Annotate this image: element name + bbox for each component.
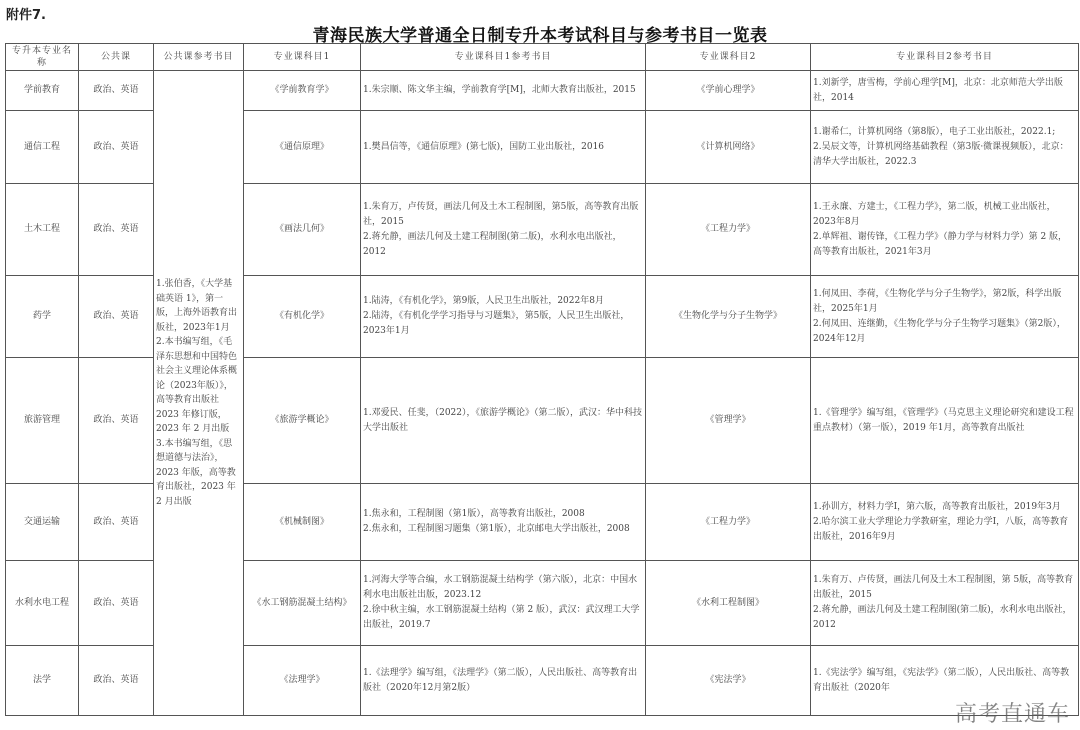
subject2-books-cell: 1.何凤田、李荷，《生物化学与分子生物学》，第2版，科学出版社，2025年1月 2.何凤田、连继勤，《生物化学与分子生物学习题集》（第2版），2024年12月 [811,276,1079,358]
subject2-books-cell: 1.王永廉、方建士，《工程力学》，第二版，机械工业出版社，2023年8月 2.单辉祖、谢传锋，《工程力学》（静力学与材料力学）第 2 版，高等教育出版社，2021年3月 [811,184,1079,276]
subject2-books-cell: 1.刘新学，唐雪梅，学前心理学[M]，北京：北京师范大学出版社，2014 [811,71,1079,111]
major-name-cell: 药学 [6,276,79,358]
major-name-cell: 交通运输 [6,484,79,561]
subject2-books-cell: 1.《管理学》编写组，《管理学》（马克思主义理论研究和建设工程重点教材）（第一版），2019 年1月，高等教育出版社 [811,358,1079,484]
subject1-cell: 《机械制图》 [244,484,361,561]
exam-subjects-table [5,43,1079,716]
major-name-cell: 法学 [6,646,79,716]
major-name-cell: 土木工程 [6,184,79,276]
watermark: 高考直通车 [954,702,1070,727]
subject1-cell: 《通信原理》 [244,111,361,184]
subject1-books-cell: 1.樊昌信等，《通信原理》(第七版)，国防工业出版社，2016 [361,111,646,184]
header-public-course: 公共课 [79,44,154,71]
subject2-cell: 《宪法学》 [646,646,811,716]
subject1-cell: 《法理学》 [244,646,361,716]
subject1-books-cell: 1.河海大学等合编，水工钢筋混凝土结构学（第六版），北京：中国水利水电出版社出版，2023.12 2.徐中秋主编，水工钢筋混凝土结构（第 2 版），武汉：武汉理工大学出版社，2019.7 [361,561,646,646]
subject2-books-cell: 1.孙训方，材料力学Ⅰ，第六版，高等教育出版社，2019年3月 2.哈尔滨工业大学理论力学教研室，理论力学Ⅰ，八版，高等教育出版社，2016年9月 [811,484,1079,561]
table-header-row [6,44,1079,71]
header-subject1-books: 专业课科目1参考书目 [361,44,646,71]
major-name-cell: 旅游管理 [6,358,79,484]
subject1-books-cell: 1.朱宗顺、陈文华主编，学前教育学[M]，北师大教育出版社，2015 [361,71,646,111]
document-title: 青海民族大学普通全日制专升本考试科目与参考书目一览表 [312,26,768,46]
subject1-books-cell: 1.朱育万，卢传贤，画法几何及土木工程制图，第5版，高等教育出版社，2015 2.蒋允静，画法几何及土建工程制图(第二版)，水利水电出版社，2012 [361,184,646,276]
major-name-cell: 水利水电工程 [6,561,79,646]
subject2-cell: 《生物化学与分子生物学》 [646,276,811,358]
public-course-cell: 政治、英语 [79,184,154,276]
major-name-cell: 通信工程 [6,111,79,184]
subject2-cell: 《工程力学》 [646,184,811,276]
subject1-books-cell: 1.《法理学》编写组，《法理学》（第二版），人民出版社、高等教育出版社（2020年12月第2版） [361,646,646,716]
public-course-cell: 政治、英语 [79,111,154,184]
subject1-cell: 《学前教育学》 [244,71,361,111]
public-course-cell: 政治、英语 [79,358,154,484]
subject1-cell: 《水工钢筋混凝土结构》 [244,561,361,646]
subject2-cell: 《管理学》 [646,358,811,484]
subject1-cell: 《有机化学》 [244,276,361,358]
table-row [6,71,1079,111]
attachment-label: 附件7. [6,8,46,23]
public-course-cell: 政治、英语 [79,646,154,716]
header-subject2-books: 专业课科目2参考书目 [811,44,1079,71]
public-course-cell: 政治、英语 [79,561,154,646]
subject2-books-cell: 1.《宪法学》编写组，《宪法学》（第二版），人民出版社、高等教育出版社（2020年 [811,646,1079,716]
header-subject2: 专业课科目2 [646,44,811,71]
subject2-books-cell: 1.谢希仁，计算机网络（第8版），电子工业出版社，2022.1; 2.吴辰文等，计算机网络基础教程（第3版·微课视频版），北京：清华大学出版社，2022.3 [811,111,1079,184]
header-major: 专升本专业名称 [6,44,79,71]
public-books-cell: 1.张伯香，《大学基础英语 1》，第一版，上海外语教育出版社，2023年1月 2.本书编写组，《毛泽东思想和中国特色社会主义理论体系概论（2023年版）》，高等教育出版社 2023 年修订版，2023 年 2 月出版 3.本书编写组，《思想道德与法治》，2023 年版，高等教育出版社，2023 年 2 月出版 [154,71,244,716]
subject1-cell: 《旅游学概论》 [244,358,361,484]
major-name-cell: 学前教育 [6,71,79,111]
subject1-books-cell: 1.邓爱民、任斐，（2022），《旅游学概论》（第二版），武汉：华中科技大学出版社 [361,358,646,484]
subject2-books-cell: 1.朱育万、卢传贤，画法几何及土木工程制图，第 5版，高等教育出版社，2015 2.蒋允静，画法几何及土建工程制图(第二版)，水利水电出版社，2012 [811,561,1079,646]
subject1-books-cell: 1.焦永和，工程制图（第1版），高等教育出版社，2008 2.焦永和，工程制图习题集（第1版），北京邮电大学出版社，2008 [361,484,646,561]
public-course-cell: 政治、英语 [79,484,154,561]
subject1-cell: 《画法几何》 [244,184,361,276]
header-subject1: 专业课科目1 [244,44,361,71]
subject2-cell: 《水利工程制图》 [646,561,811,646]
subject1-books-cell: 1.陆涛，《有机化学》，第9版，人民卫生出版社，2022年8月 2.陆涛，《有机化学学习指导与习题集》，第5版，人民卫生出版社，2023年1月 [361,276,646,358]
subject2-cell: 《工程力学》 [646,484,811,561]
public-course-cell: 政治、英语 [79,71,154,111]
header-public-books: 公共课参考书目 [154,44,244,71]
subject2-cell: 《学前心理学》 [646,71,811,111]
subject2-cell: 《计算机网络》 [646,111,811,184]
public-course-cell: 政治、英语 [79,276,154,358]
